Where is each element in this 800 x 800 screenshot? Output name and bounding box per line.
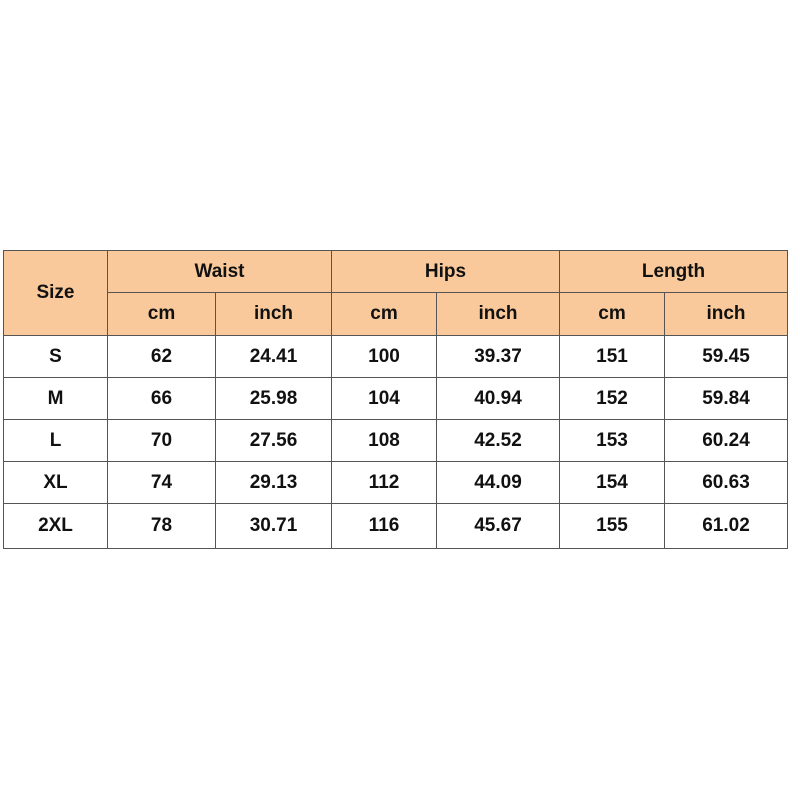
measurement-cell: 59.45 (665, 336, 788, 378)
measurement-cell: 40.94 (437, 378, 560, 420)
header-row-units (4, 293, 788, 336)
table-header (4, 251, 788, 336)
size-label-cell: 2XL (4, 504, 108, 549)
table-row (4, 462, 788, 504)
unit-header: cm (332, 293, 437, 336)
size-header: Size (4, 251, 108, 336)
measurement-cell: 152 (560, 378, 665, 420)
size-label-cell: L (4, 420, 108, 462)
size-label-cell: M (4, 378, 108, 420)
measurement-cell: 66 (108, 378, 216, 420)
measurement-cell: 112 (332, 462, 437, 504)
measurement-cell: 29.13 (216, 462, 332, 504)
measurement-cell: 39.37 (437, 336, 560, 378)
measurement-cell: 78 (108, 504, 216, 549)
size-label-cell: XL (4, 462, 108, 504)
unit-header: cm (560, 293, 665, 336)
measurement-cell: 42.52 (437, 420, 560, 462)
measurement-cell: 60.24 (665, 420, 788, 462)
header-row-groups (4, 251, 788, 293)
measurement-cell: 62 (108, 336, 216, 378)
measurement-cell: 153 (560, 420, 665, 462)
measurement-cell: 154 (560, 462, 665, 504)
measurement-cell: 108 (332, 420, 437, 462)
measurement-cell: 25.98 (216, 378, 332, 420)
measurement-cell: 104 (332, 378, 437, 420)
length-header: Length (560, 251, 788, 293)
waist-header: Waist (108, 251, 332, 293)
table-body (4, 336, 788, 549)
measurement-cell: 60.63 (665, 462, 788, 504)
measurement-cell: 151 (560, 336, 665, 378)
unit-header: inch (665, 293, 788, 336)
measurement-cell: 44.09 (437, 462, 560, 504)
measurement-cell: 30.71 (216, 504, 332, 549)
measurement-cell: 61.02 (665, 504, 788, 549)
measurement-cell: 27.56 (216, 420, 332, 462)
measurement-cell: 24.41 (216, 336, 332, 378)
measurement-cell: 45.67 (437, 504, 560, 549)
measurement-cell: 116 (332, 504, 437, 549)
table-row (4, 504, 788, 549)
size-chart-table (3, 250, 788, 549)
table-row (4, 378, 788, 420)
measurement-cell: 70 (108, 420, 216, 462)
hips-header: Hips (332, 251, 560, 293)
unit-header: inch (216, 293, 332, 336)
table-row (4, 336, 788, 378)
table-row (4, 420, 788, 462)
size-label-cell: S (4, 336, 108, 378)
measurement-cell: 100 (332, 336, 437, 378)
unit-header: cm (108, 293, 216, 336)
measurement-cell: 74 (108, 462, 216, 504)
unit-header: inch (437, 293, 560, 336)
measurement-cell: 59.84 (665, 378, 788, 420)
measurement-cell: 155 (560, 504, 665, 549)
